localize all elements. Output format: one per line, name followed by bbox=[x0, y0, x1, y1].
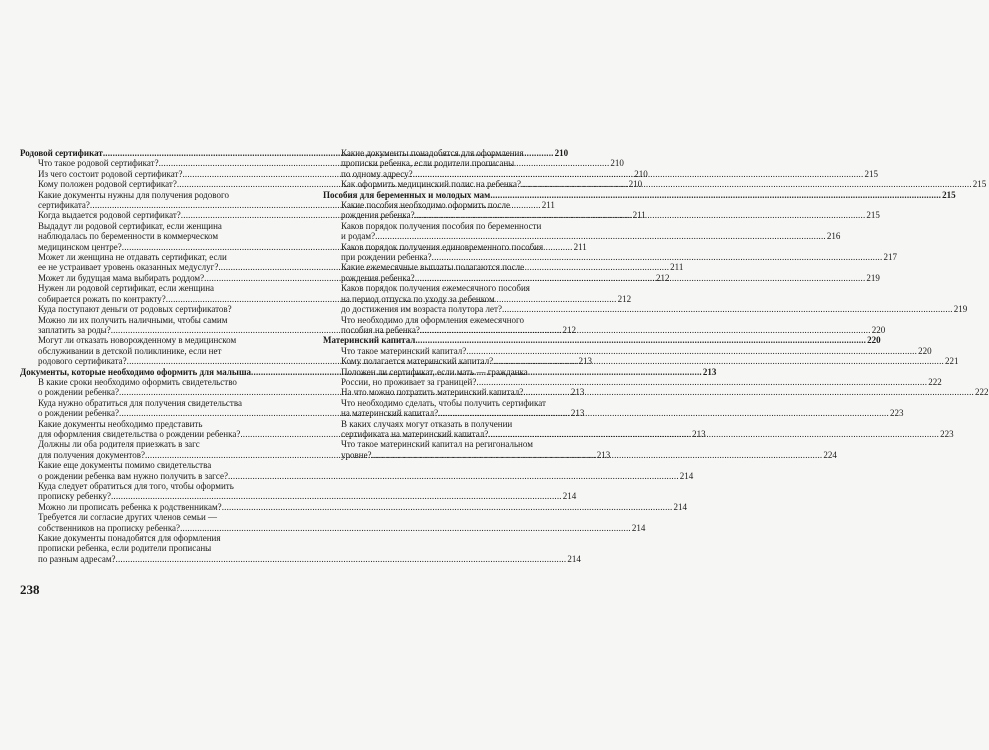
toc-entry bbox=[20, 533, 581, 564]
toc-entry-text-line: Какие еще документы помимо свидетельства bbox=[38, 460, 212, 471]
dot-leader bbox=[111, 491, 562, 501]
toc-page-number: 213 bbox=[596, 449, 611, 460]
toc-entry-text-line: В какие сроки необходимо оформить свидетельство bbox=[38, 376, 237, 387]
toc-entry-title: Что такое родовой сертификат? bbox=[38, 158, 159, 169]
dot-leader bbox=[415, 210, 866, 220]
toc-page-number: 212 bbox=[617, 293, 632, 304]
toc-page-number: 211 bbox=[541, 200, 555, 211]
toc-entry-title: Кому положен родовой сертификат? bbox=[38, 179, 177, 190]
toc-page-number: 214 bbox=[567, 553, 581, 564]
dot-leader bbox=[372, 450, 823, 460]
toc-page-number: 214 bbox=[673, 501, 687, 512]
dot-leader bbox=[502, 304, 953, 314]
toc-entry-title: пособия на ребенка? bbox=[341, 324, 420, 335]
dot-leader bbox=[476, 377, 927, 387]
toc-entry-title: до достижения им возраста полутора лет? bbox=[341, 304, 502, 315]
toc-entry-title: ее не устраивает уровень оказанных медуслуг? bbox=[38, 262, 219, 273]
toc-entry-text-line: Каков порядок получения единовременного пособия bbox=[341, 241, 544, 252]
toc-entry-title: сертификата на материнский капитал? bbox=[341, 428, 489, 439]
toc-entry-title: собирается рожать по контракту? bbox=[38, 293, 166, 304]
toc-page-number: 213 bbox=[702, 366, 717, 377]
dot-leader bbox=[420, 325, 871, 335]
toc-entry-title: Когда выдается родовой сертификат? bbox=[38, 210, 181, 221]
toc-page-number: 214 bbox=[562, 491, 577, 502]
toc-entry bbox=[20, 501, 687, 512]
dot-leader bbox=[438, 408, 889, 418]
toc-entry-text-line: прописки ребенка, если родители прописаны bbox=[341, 158, 515, 169]
toc-entry-title: по одному адресу? bbox=[341, 168, 413, 179]
toc-page-number: 224 bbox=[823, 449, 837, 460]
toc-entry-title: Родовой сертификат bbox=[20, 148, 103, 158]
toc-page-number: 219 bbox=[866, 272, 880, 283]
toc-entry-title: родового сертификата? bbox=[38, 356, 127, 367]
dot-leader bbox=[493, 356, 944, 366]
toc-page-number: 212 bbox=[655, 272, 670, 283]
toc-entry-text-line: прописки ребенка, если родители прописаны bbox=[38, 543, 212, 554]
toc-entry-title: по разным адресам? bbox=[38, 553, 116, 564]
toc-page-number: 210 bbox=[628, 179, 643, 190]
toc-entry-text-line: наблюдалась по беременности в коммерческом bbox=[38, 231, 219, 242]
dot-leader bbox=[375, 231, 826, 241]
toc-entry-title: о рождении ребенка? bbox=[38, 387, 120, 398]
toc-page-number: 214 bbox=[631, 522, 646, 533]
toc-entry-text-line: Какие документы нужны для получения родового bbox=[38, 189, 229, 200]
toc-entry-title: о рождении ребенка? bbox=[38, 408, 120, 419]
toc-page-number: 213 bbox=[570, 408, 585, 419]
toc-page-number: 223 bbox=[940, 428, 954, 439]
toc-entry-text-line: В каких случаях могут отказать в получении bbox=[341, 418, 513, 429]
toc-entry-text-line: Может ли женщина не отдавать сертификат, если bbox=[38, 252, 227, 263]
toc-entry bbox=[323, 345, 932, 356]
toc-entry bbox=[20, 512, 646, 533]
toc-entry-title: На что можно потратить материнский капитал? bbox=[341, 387, 524, 398]
dot-leader bbox=[415, 273, 866, 283]
toc-section-heading bbox=[323, 335, 881, 346]
toc-entry-title: собственников на прописку ребенка? bbox=[38, 522, 181, 533]
toc-page-number: 211 bbox=[670, 262, 684, 273]
toc-entry-title: при рождении ребенка? bbox=[341, 252, 432, 263]
toc-entry-text-line: Что необходимо для оформления ежемесячного bbox=[341, 314, 525, 325]
toc-entry-title: Пособия для беременных и молодых мам bbox=[323, 189, 491, 200]
toc-entry-title: Из чего состоит родовой сертификат? bbox=[38, 168, 183, 179]
toc-entry-text-line: Положен ли сертификат, если мать — гражданка bbox=[341, 366, 528, 377]
toc-entry-text-line: Каков порядок получения пособия по беременности bbox=[341, 220, 542, 231]
dot-leader bbox=[490, 190, 941, 200]
toc-entry-title: рождения ребенка? bbox=[341, 210, 415, 221]
toc-entry-title: прописку ребенку? bbox=[38, 491, 111, 502]
toc-page-number: 216 bbox=[826, 231, 841, 242]
dot-leader bbox=[488, 429, 939, 439]
toc-entry bbox=[20, 481, 577, 502]
toc-page-number: 214 bbox=[679, 470, 694, 481]
toc-entry-text-line: Какие документы необходимо представить bbox=[38, 418, 203, 429]
toc-entry-title: Материнский капитал bbox=[323, 335, 416, 346]
page-number: 238 bbox=[20, 582, 40, 597]
toc-entry-text-line: Куда следует обратиться для того, чтобы оформить bbox=[38, 481, 234, 491]
toc-page-number: 211 bbox=[573, 241, 587, 252]
toc-page-number: 220 bbox=[918, 345, 932, 356]
toc-entry-title: Как оформить медицинский полис на ребенка? bbox=[341, 179, 521, 190]
dot-leader bbox=[180, 523, 631, 533]
toc-page-number: 223 bbox=[889, 408, 904, 419]
toc-page-number: 215 bbox=[942, 189, 956, 200]
toc-page-number: 215 bbox=[972, 179, 987, 190]
toc-entry-title: Может ли будущая мама выбирать роддом? bbox=[38, 272, 205, 283]
toc-entry-title: Можно ли прописать ребенка к родственникам? bbox=[38, 501, 222, 512]
toc-entry-text-line: Какие пособия необходимо оформить после bbox=[341, 200, 510, 211]
toc-entry-text-line: Какие ежемесячные выплаты полагаются после bbox=[341, 262, 525, 273]
toc-entry bbox=[20, 460, 694, 481]
toc-entry-text-line: Какие документы понадобятся для оформления bbox=[38, 533, 221, 544]
toc-page-number: 221 bbox=[945, 356, 959, 367]
dot-leader bbox=[228, 471, 679, 481]
toc-entry-text-line: на период отпуска по уходу за ребенком bbox=[341, 293, 495, 304]
toc-page-number: 213 bbox=[570, 387, 585, 398]
toc-section-heading bbox=[323, 189, 956, 200]
toc-page-number: 222 bbox=[975, 387, 989, 398]
toc-entry-title: Кому полагается материнский капитал? bbox=[341, 356, 494, 367]
dot-leader bbox=[466, 346, 917, 356]
dot-leader bbox=[521, 179, 972, 189]
toc-entry-title: сертификата? bbox=[38, 200, 90, 211]
toc-entry-text-line: Что такое материнский капитал на регигональном bbox=[341, 439, 533, 450]
toc-page-number: 211 bbox=[632, 210, 646, 221]
dot-leader bbox=[432, 252, 883, 262]
toc-page-number: 213 bbox=[692, 428, 706, 439]
toc-entry-title: России, но проживает за границей? bbox=[341, 376, 477, 387]
toc-entry-title: уровне? bbox=[341, 449, 372, 460]
toc-entry-title: для оформления свидетельства о рождении ребенка? bbox=[38, 428, 241, 439]
toc-page-number: 220 bbox=[867, 335, 881, 346]
toc-entry-text-line: обслуживании в детской поликлинике, если нет bbox=[38, 345, 222, 356]
toc-entry-title: для получения документов? bbox=[38, 449, 145, 460]
toc-entry-title: Что такое материнский капитал? bbox=[341, 345, 467, 356]
toc-entry bbox=[323, 220, 841, 242]
toc-page-number: 215 bbox=[864, 168, 878, 179]
toc-entry-title: заплатить за роды? bbox=[38, 324, 111, 335]
dot-leader bbox=[415, 335, 866, 345]
toc-entry-title: рождения ребенка? bbox=[341, 272, 415, 283]
toc-entry-text-line: Нужен ли родовой сертификат, если женщина bbox=[38, 283, 215, 294]
toc-entry-title: и родам? bbox=[341, 231, 376, 242]
toc-entry-title: о рождении ребенка вам нужно получить в загсе? bbox=[38, 470, 228, 481]
toc-page-number: 210 bbox=[634, 168, 648, 179]
toc-page-number: 220 bbox=[871, 324, 886, 335]
toc-entry-title: на материнский капитал? bbox=[341, 408, 439, 419]
toc-page-number: 210 bbox=[610, 158, 624, 169]
toc-page-number: 210 bbox=[554, 148, 569, 158]
toc-entry-title: медицинском центре? bbox=[38, 241, 122, 252]
toc-entry-title: Документы, которые необходимо оформить для малыша bbox=[20, 366, 252, 377]
toc-page-number: 212 bbox=[562, 324, 577, 335]
toc-entry-text-line: Куда нужно обратиться для получения свидетельства bbox=[38, 397, 242, 408]
toc-page-number: 213 bbox=[578, 356, 592, 367]
toc-entry-text-line: Куда поступают деньги от родовых сертификатов? bbox=[38, 304, 232, 315]
toc-page-number: 217 bbox=[883, 252, 897, 263]
toc-page-number: 215 bbox=[866, 210, 880, 221]
toc-entry-text-line: Какие документы понадобятся для оформления bbox=[341, 148, 524, 158]
toc-entry-text-line: Каков порядок получения ежемесячного пособия bbox=[341, 283, 530, 294]
toc-entry-text-line: Должны ли оба родителя приезжать в загс bbox=[38, 439, 200, 450]
toc-entry-text-line: Что необходимо сделать, чтобы получить сертификат bbox=[341, 397, 546, 408]
toc-entry-text-line: Выдадут ли родовой сертификат, если женщина bbox=[38, 220, 222, 231]
toc-page-number: 219 bbox=[953, 304, 968, 315]
dot-leader bbox=[523, 387, 974, 397]
dot-leader bbox=[116, 554, 567, 564]
toc-entry-text-line: Можно ли их получить наличными, чтобы самим bbox=[38, 314, 228, 325]
dot-leader bbox=[222, 502, 673, 512]
toc-page-number: 222 bbox=[928, 376, 942, 387]
toc-entry-text-line: Могут ли отказать новорожденному в медицинском bbox=[38, 335, 237, 346]
toc-entry-text-line: Требуется ли согласие других членов семьи — bbox=[38, 512, 218, 523]
dot-leader bbox=[413, 169, 864, 179]
